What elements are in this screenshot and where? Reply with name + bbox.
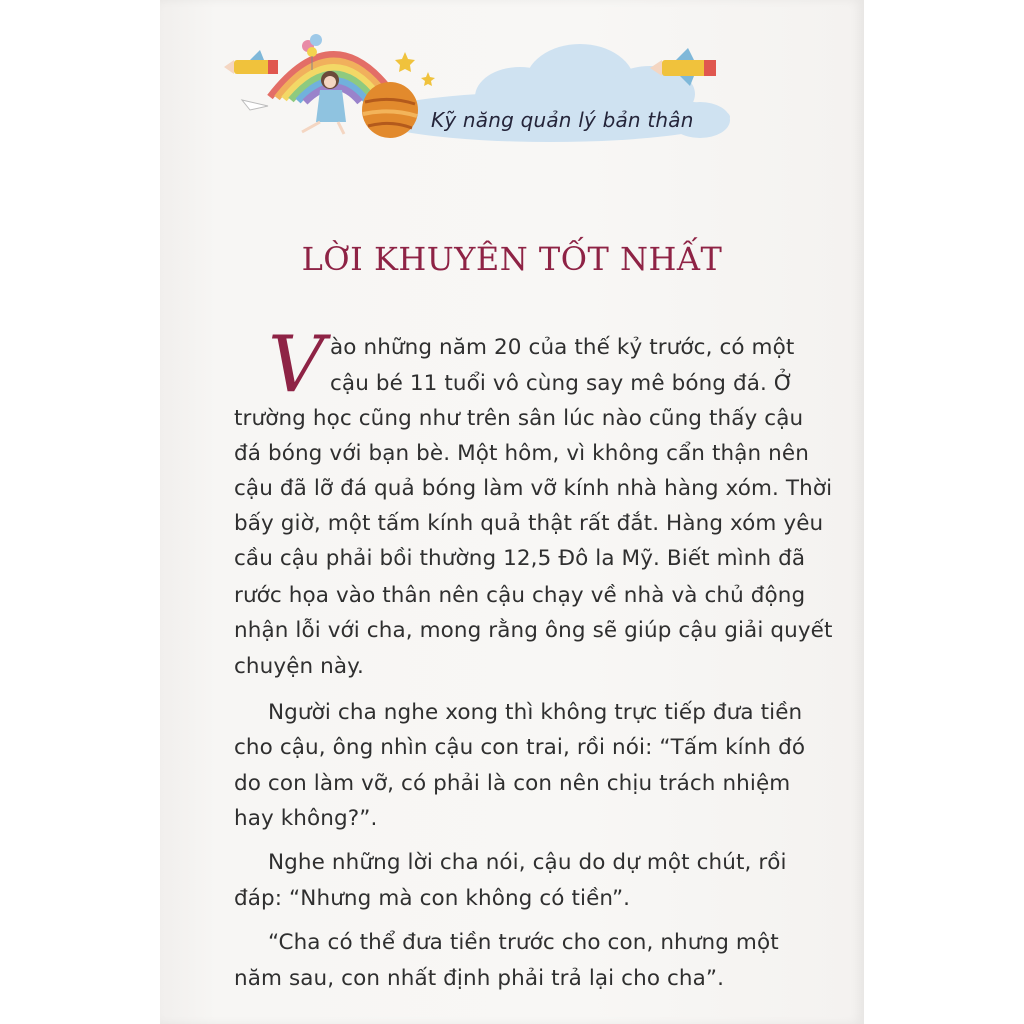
body-line: ào những năm 20 của thế kỷ trước, có một	[330, 335, 795, 360]
body-line: đáp: “Nhưng mà con không có tiền”.	[234, 886, 631, 911]
star	[421, 72, 435, 86]
running-header-title: Kỹ năng quản lý bản thân	[431, 108, 694, 132]
body-line: “Cha có thể đưa tiền trước cho con, nhưng một	[268, 930, 779, 955]
body-line: chuyện này.	[234, 654, 364, 679]
body-line: rước họa vào thân nên cậu chạy về nhà và chủ động	[234, 583, 806, 608]
body-line: do con làm vỡ, có phải là con nên chịu trách nhiệm	[234, 771, 791, 796]
header-illustration	[220, 22, 740, 152]
body-line: Nghe những lời cha nói, cậu do dự một chút, rồi	[268, 850, 787, 875]
star	[395, 52, 415, 72]
paper-plane	[242, 100, 268, 110]
body-line: bấy giờ, một tấm kính quả thật rất đắt. Hàng xóm yêu	[234, 511, 824, 536]
body-line: trường học cũng như trên sân lúc nào cũng thấy cậu	[234, 406, 804, 431]
planet	[362, 82, 418, 138]
body-line: cậu đã lỡ đá quả bóng làm vỡ kính nhà hàng xóm. Thời	[234, 476, 833, 501]
body-line: hay không?”.	[234, 806, 378, 831]
scan-background-right	[864, 0, 1024, 1024]
drop-cap: V	[268, 320, 325, 410]
body-line: cậu bé 11 tuổi vô cùng say mê bóng đá. Ở	[330, 371, 794, 396]
body-line: cầu cậu phải bồi thường 12,5 Đô la Mỹ. Biết mình đã	[234, 546, 806, 571]
body-line: Người cha nghe xong thì không trực tiếp đưa tiền	[268, 700, 803, 725]
body-line: đá bóng với bạn bè. Một hôm, vì không cẩn thận nên	[234, 441, 809, 466]
body-line: năm sau, con nhất định phải trả lại cho cha”.	[234, 966, 725, 991]
scan-background-left	[0, 0, 160, 1024]
body-line: cho cậu, ông nhìn cậu con trai, rồi nói: “Tấm kính đó	[234, 735, 806, 760]
pencil-rocket-left	[224, 50, 278, 74]
chapter-title: LỜI KHUYÊN TỐT NHẤT	[301, 240, 723, 278]
body-line: nhận lỗi với cha, mong rằng ông sẽ giúp cậu giải quyết	[234, 618, 833, 643]
